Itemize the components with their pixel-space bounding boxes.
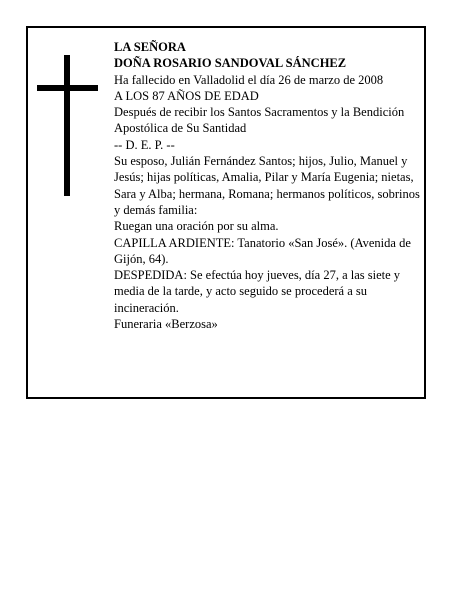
prayer-line: Ruegan una oración por su alma. <box>114 219 279 234</box>
cross-icon-crossbar <box>37 85 98 91</box>
funeral-home-line: Funeraria «Berzosa» <box>114 317 218 332</box>
deceased-name: DOÑA ROSARIO SANDOVAL SÁNCHEZ <box>114 56 347 71</box>
chapel-line: CAPILLA ARDIENTE: Tanatorio «San José». (Avenida de Gijón, 64). <box>114 235 411 266</box>
death-info: Ha fallecido en Valladolid el día 26 de marzo de 2008 <box>114 72 384 87</box>
cross-icon <box>64 55 70 196</box>
sacraments-line: Después de recibir los Santos Sacramentos y la Bendición Apostólica de Su Santidad <box>114 105 405 136</box>
farewell-line: DESPEDIDA: Se efectúa hoy jueves, día 27, a las siete y media de la tarde, y acto seguido se procederá a su incineración. <box>114 268 401 315</box>
age-line: A LOS 87 AÑOS DE EDAD <box>114 88 259 103</box>
obituary-text <box>114 39 426 332</box>
rip-line: -- D. E. P. -- <box>114 137 175 152</box>
notice-title-line1: LA SEÑORA <box>114 40 186 54</box>
family-line: Su esposo, Julián Fernández Santos; hijos, Julio, Manuel y Jesús; hijas políticas, Amalia, Pilar y María Eugenia; nietas, Sara y Alba; hermana, Romana; hermanos políticos, sobrinos y demás familia: <box>114 154 420 217</box>
